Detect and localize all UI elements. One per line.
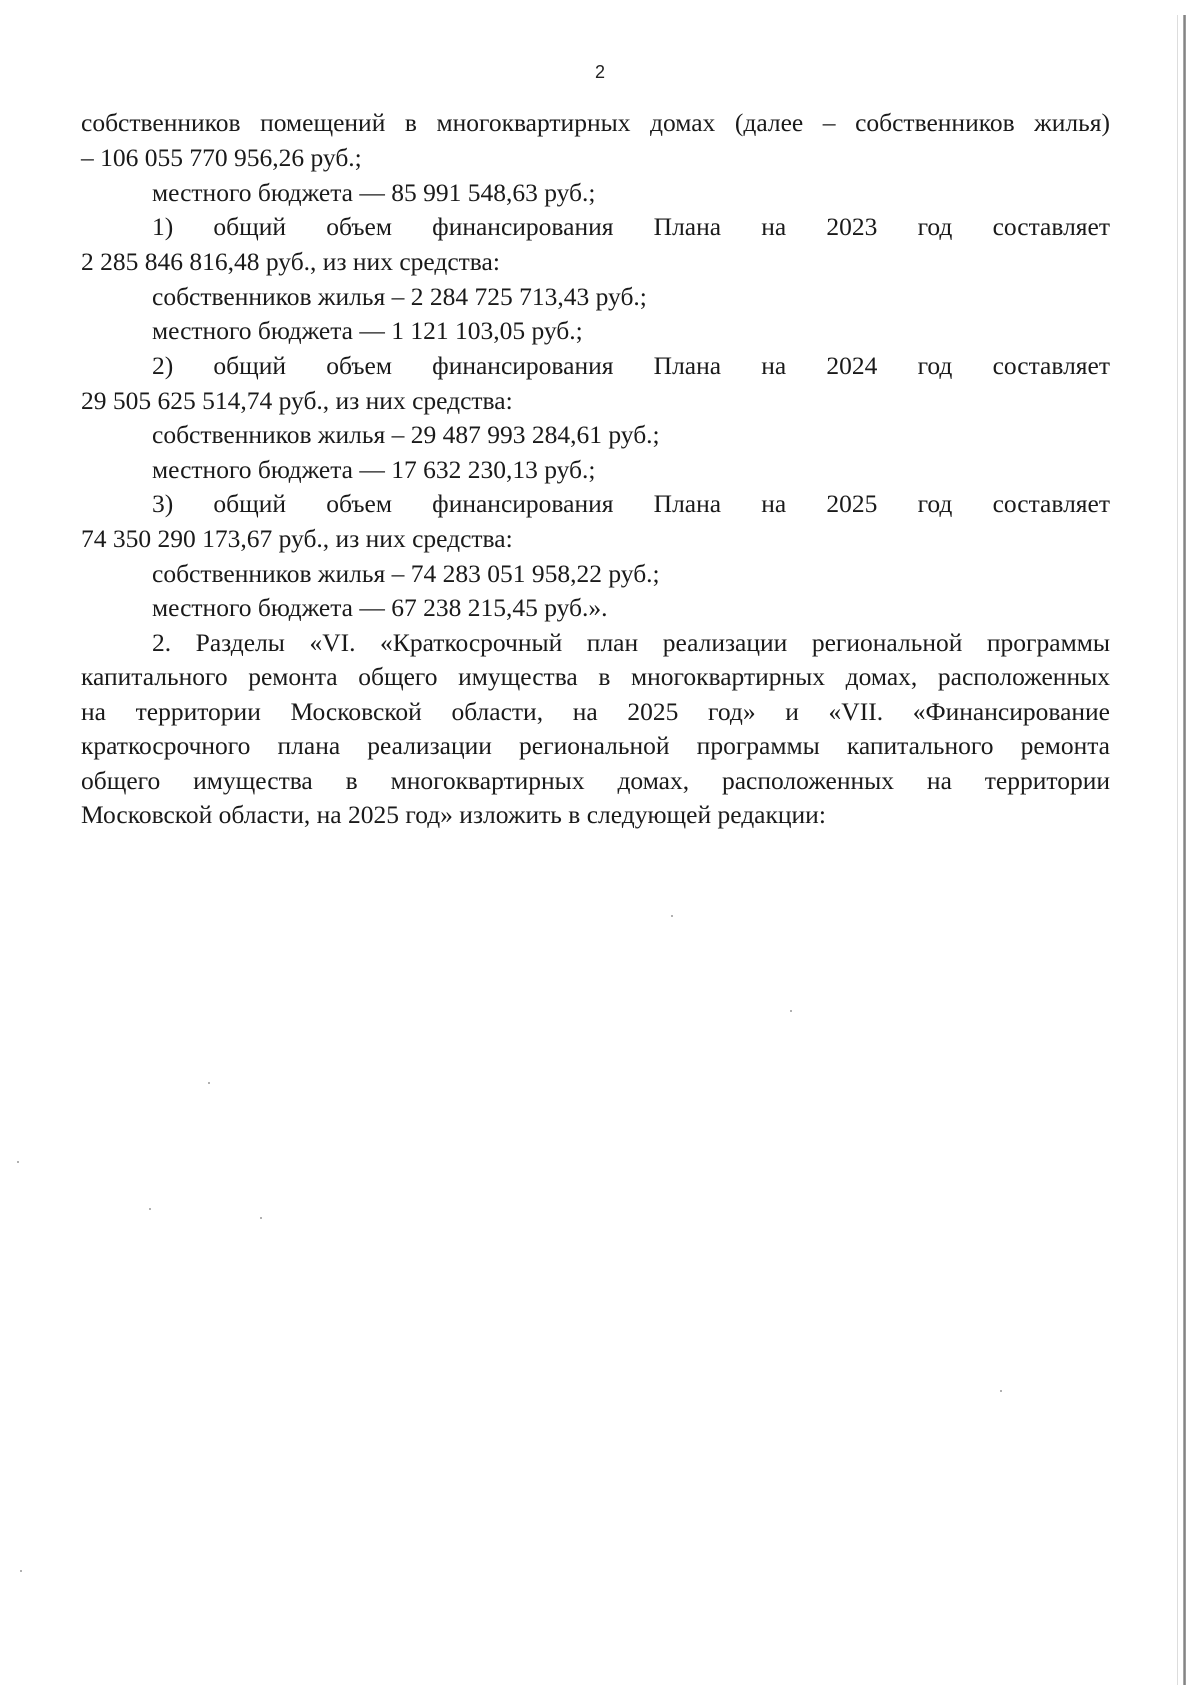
text-line: Московской области, на 2025 год» изложить в следующей редакции: xyxy=(81,800,826,829)
scan-speck xyxy=(208,1082,210,1084)
text-line: собственников жилья – 29 487 993 284,61 руб.; xyxy=(152,420,660,449)
text-line: местного бюджета — 67 238 215,45 руб.». xyxy=(152,593,608,622)
scan-edge xyxy=(1183,15,1186,1685)
scan-speck xyxy=(790,1010,792,1012)
text-line: собственников помещений в многоквартирных домах (далее – собственников жилья) xyxy=(81,108,1110,137)
scan-speck xyxy=(671,915,673,917)
text-line: 2. Разделы «VI. «Краткосрочный план реализации региональной программы xyxy=(152,628,1110,657)
text-line: местного бюджета — 1 121 103,05 руб.; xyxy=(152,316,583,345)
scan-edge-faint xyxy=(1177,15,1178,1685)
text-line: 2 285 846 816,48 руб., из них средства: xyxy=(81,247,500,276)
text-line: на территории Московской области, на 2025 год» и «VII. «Финансирование xyxy=(81,697,1110,726)
text-line: капитального ремонта общего имущества в многоквартирных домах, расположенных xyxy=(81,662,1110,691)
text-line: общего имущества в многоквартирных домах, расположенных на территории xyxy=(81,766,1110,795)
text-line: 1) общий объем финансирования Плана на 2023 год составляет xyxy=(152,212,1110,241)
text-line: краткосрочного плана реализации региональной программы капитального ремонта xyxy=(81,731,1110,760)
scan-speck xyxy=(20,1570,22,1572)
text-line: собственников жилья – 2 284 725 713,43 руб.; xyxy=(152,282,647,311)
text-line: – 106 055 770 956,26 руб.; xyxy=(81,143,362,172)
text-line: 3) общий объем финансирования Плана на 2025 год составляет xyxy=(152,489,1110,518)
text-line: местного бюджета — 85 991 548,63 руб.; xyxy=(152,178,596,207)
scan-speck xyxy=(260,1217,262,1219)
page-number: 2 xyxy=(594,62,605,82)
scan-speck xyxy=(1000,1390,1002,1392)
text-line: 29 505 625 514,74 руб., из них средства: xyxy=(81,386,513,415)
text-line: 2) общий объем финансирования Плана на 2024 год составляет xyxy=(152,351,1110,380)
text-line: местного бюджета — 17 632 230,13 руб.; xyxy=(152,455,596,484)
text-line: собственников жилья – 74 283 051 958,22 руб.; xyxy=(152,559,660,588)
scan-speck xyxy=(17,1161,19,1163)
text-line: 74 350 290 173,67 руб., из них средства: xyxy=(81,524,513,553)
scan-speck xyxy=(149,1208,151,1210)
